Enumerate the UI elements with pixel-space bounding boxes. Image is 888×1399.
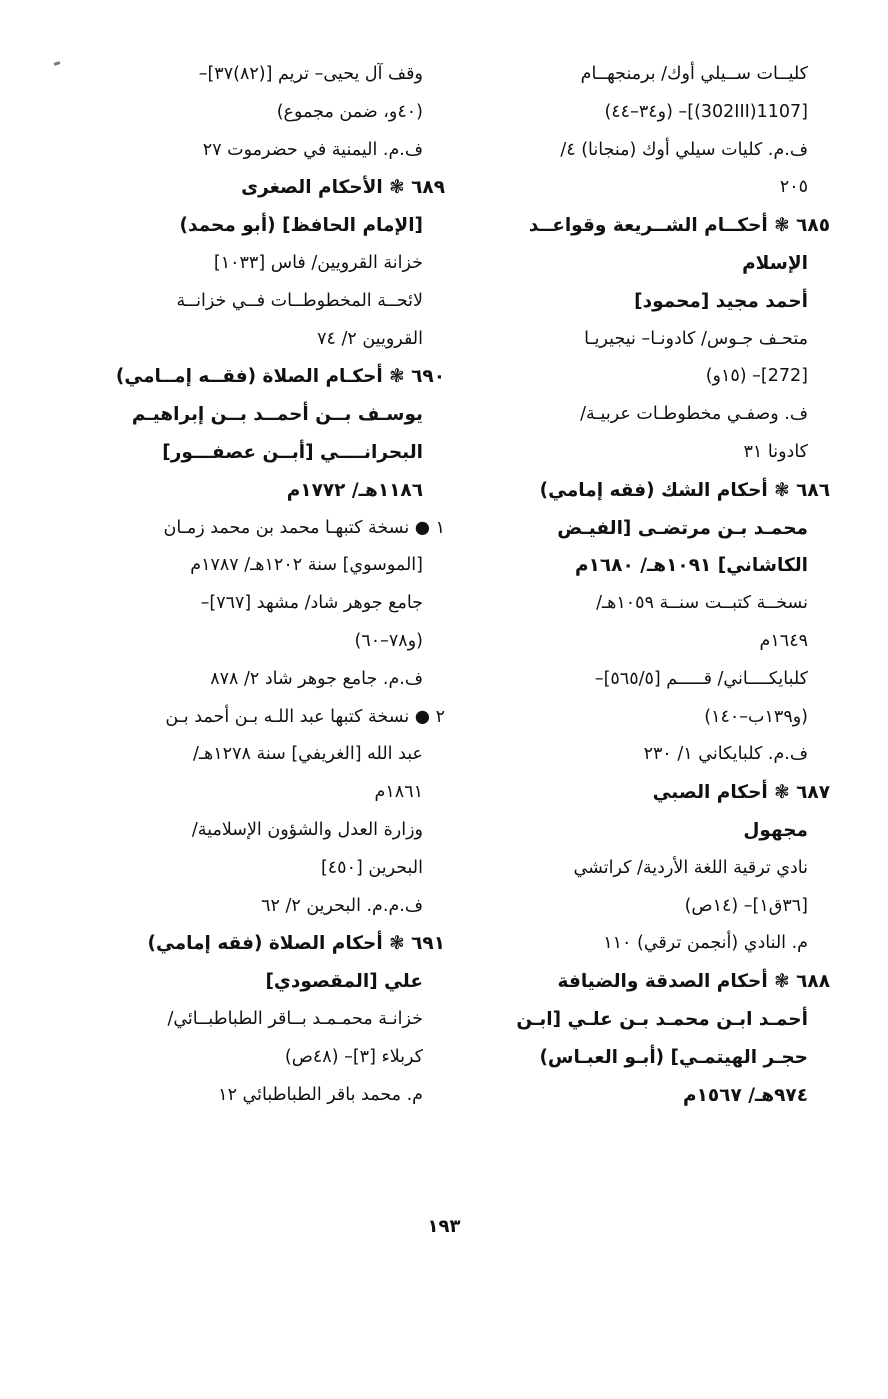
entry-heading-line: أحمد مجيد [محمود] (634, 290, 808, 312)
entry-text-line: ٢ ● نسخة كتبها عبد اللـه بـن أحمد بـن (165, 706, 445, 727)
entry-text-line: [272]– (١٥و) (705, 366, 808, 387)
entry-text-line: عبد الله [الغريفي] سنة ١٢٧٨هـ/ (193, 744, 423, 765)
entry-heading-line: أحمـد ابـن محمـد بـن علـي [ابـن (516, 1008, 808, 1030)
entry-heading-line: علي [المقصودي] (265, 971, 423, 993)
entry-heading-line: مجهول (743, 819, 808, 841)
page-number: ١٩٣ (427, 1216, 461, 1237)
entry-heading-line: ٦٨٦ ❃ أحكام الشك (فقه إمامي) (539, 479, 830, 501)
entry-text-line: نسخــة كتبــت سنــة ١٠٥٩هـ/ (596, 593, 808, 614)
entry-text-line: وزارة العدل والشؤون الإسلامية/ (191, 819, 423, 840)
entry-heading-line: ٦٨٧ ❃ أحكام الصبي (652, 782, 830, 804)
entry-heading-line: ٦٨٥ ❃ أحكــام الشــريعة وقواعــد (528, 215, 830, 237)
entry-text-line: ١٨٦١م (374, 782, 423, 803)
entry-text-line: [الموسوي] سنة ١٢٠٢هـ/ ١٧٨٧م (190, 555, 423, 576)
entry-text-line: القرويين ٢/ ٧٤ (317, 328, 423, 349)
entry-text-line: خزانـة محمـمـد بــاقر الطباطبــائي/ (167, 1008, 423, 1029)
entry-heading-line: [الإمام الحافظ] (أبو محمد) (179, 215, 423, 237)
entry-heading-line: الكاشاني] ١٠٩١هـ/ ١٦٨٠م (575, 555, 808, 577)
entry-heading-line: الإسلام (742, 252, 808, 274)
entry-heading-line: ٦٩١ ❃ أحكام الصلاة (فقه إمامي) (147, 933, 445, 955)
left-column (73, 56, 445, 1114)
right-column (463, 56, 830, 1114)
entry-text-line: كربلاء [٣]– (٤٨ص) (284, 1046, 423, 1067)
entry-heading-line: ١١٨٦هـ/ ١٧٧٢م (286, 479, 423, 501)
entry-text-line: ف.م.م. البحرين ٢/ ٦٢ (261, 895, 423, 916)
entry-text-line: م. النادي (أنجمن ترقي) ١١٠ (603, 933, 808, 954)
entry-heading-line: البحرانــــي [أبــن عصفـــور] (162, 441, 423, 463)
entry-text-line: البحرين [٤٥٠] (320, 857, 423, 878)
entry-text-line: (و١٣٩ب–١٤٠) (704, 706, 808, 727)
entry-text-line: متحـف جـوس/ كادونـا– نيجيريـا (584, 328, 808, 349)
entry-heading-line: حجـر الهيتمـي] (أبـو العبـاس) (539, 1046, 808, 1068)
entry-heading-line: ٦٨٩ ❃ الأحكام الصغرى (241, 177, 445, 199)
entry-text-line: كادونا ٣١ (743, 441, 808, 462)
entry-text-line: كلبايكــــاني/ قـــــم [٥٦٥/٥]– (594, 668, 808, 689)
entry-text-line: (٤٠و، ضمن مجموع) (276, 101, 423, 122)
entry-text-line: ١٦٤٩م (759, 630, 808, 651)
entry-text-line: ٢٠٥ (779, 177, 808, 198)
entry-heading-line: ٩٧٤هـ/ ١٥٦٧م (683, 1084, 808, 1106)
entry-heading-line: ٦٨٨ ❃ أحكام الصدقة والضيافة (557, 971, 830, 993)
entry-text-line: ١ ● نسخة كتبهـا محمد بن محمد زمـان (163, 517, 445, 538)
entry-heading-line: يوسـف بــن أحمــد بــن إبراهيـم (131, 404, 423, 426)
entry-text-line: م. محمد باقر الطباطبائي ١٢ (218, 1084, 423, 1105)
scan-speck (54, 61, 61, 66)
entry-text-line: ف.م. جامع جوهر شاد ٢/ ٨٧٨ (210, 668, 423, 689)
entry-text-line: (و٧٨–٦٠) (354, 630, 423, 651)
entry-text-line: ف. وصفـي مخطوطـات عربيـة/ (580, 404, 808, 425)
entry-text-line: لائحــة المخطوطــات فــي خزانــة (176, 290, 423, 311)
entry-text-line: نادي ترقية اللغة الأردية/ كراتشي (573, 857, 808, 878)
entry-text-line: كليــات ســيلي أوك/ برمنجهــام (580, 64, 808, 84)
entry-text-line: وقف آل يحيى– تريم [(٨٢)٣٧]– (198, 64, 423, 84)
entry-text-line: جامع جوهر شاد/ مشهد [٧٦٧]– (200, 593, 423, 614)
entry-text-line: ف.م. كلبايكاني ١/ ٢٣٠ (643, 744, 808, 765)
entry-text-line: [1107(302III)]– (و٣٤–٤٤) (604, 101, 808, 122)
entry-text-line: [٣٦ق١]– (١٤ص) (684, 895, 808, 916)
entry-heading-line: ٦٩٠ ❃ أحكـام الصلاة (فقــه إمــامي) (115, 366, 445, 388)
entry-text-line: ف.م. كليات سيلي أوك (منجانا) ٤/ (560, 139, 808, 160)
entry-text-line: ف.م. اليمنية في حضرموت ٢٧ (202, 139, 423, 160)
entry-heading-line: محمـد بـن مرتضـى [الفيـض (557, 517, 808, 539)
entry-text-line: خزانة القرويين/ فاس [١٠٣٣] (213, 252, 423, 273)
